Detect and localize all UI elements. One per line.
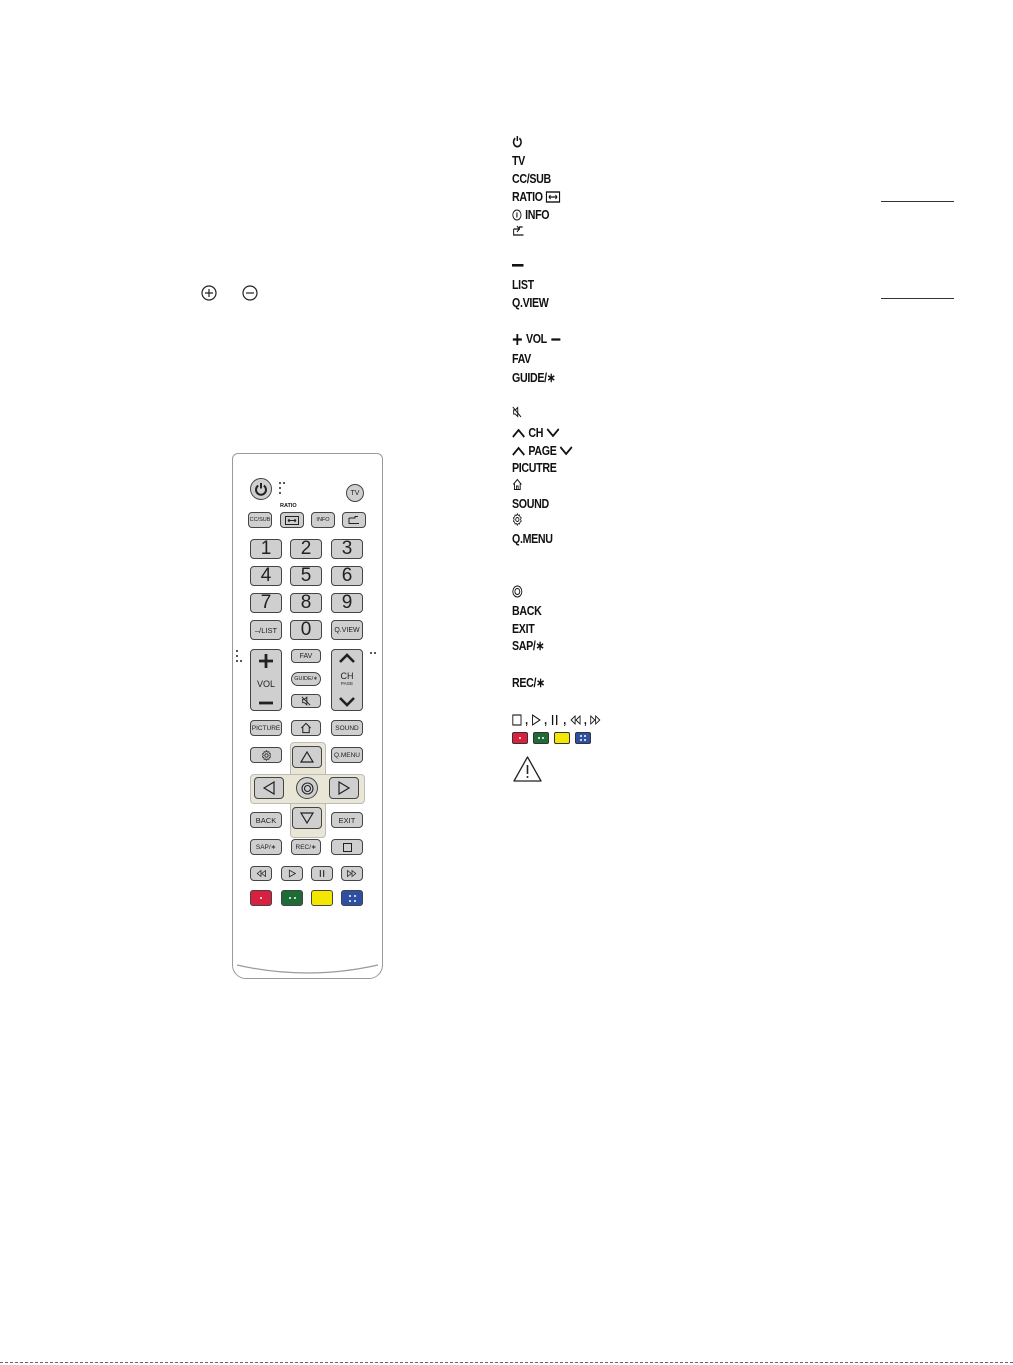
mute-icon <box>512 406 522 418</box>
chevron-down-icon <box>339 697 355 707</box>
ok-icon <box>301 782 314 795</box>
info-icon <box>512 209 522 221</box>
play-icon <box>531 714 541 726</box>
green-button[interactable] <box>281 890 303 906</box>
exit-button[interactable]: EXIT <box>331 812 363 828</box>
home-button[interactable] <box>291 720 321 736</box>
number-4-button[interactable]: 4 <box>250 566 282 586</box>
legend-ch: CH <box>512 425 560 441</box>
ratio-icon <box>546 191 561 203</box>
chevron-up-icon <box>512 445 525 457</box>
legend-sound: SOUND <box>512 496 549 511</box>
back-button[interactable]: BACK <box>250 812 282 828</box>
number-7-button[interactable]: 7 <box>250 593 282 613</box>
legend-rec: REC/∗ <box>512 675 545 690</box>
red-button[interactable] <box>250 890 272 906</box>
number-8-button[interactable]: 8 <box>290 593 322 613</box>
stop-icon <box>512 714 522 726</box>
legend-ratio: RATIO <box>512 189 561 205</box>
plus-icon <box>258 653 274 669</box>
number-6-button[interactable]: 6 <box>331 566 363 586</box>
legend-input <box>512 225 525 237</box>
remote-control <box>232 453 383 979</box>
chevron-up-icon <box>339 653 355 663</box>
legend-settings <box>512 513 523 526</box>
ok-button[interactable] <box>296 777 318 799</box>
green-key-icon <box>533 732 549 744</box>
qview-button[interactable]: Q.VIEW <box>331 620 363 640</box>
fast-forward-button[interactable] <box>341 866 363 881</box>
play-icon <box>288 869 296 878</box>
fast-forward-icon <box>590 714 601 726</box>
power-icon <box>512 135 523 148</box>
legend-qview: Q.VIEW <box>512 295 549 310</box>
sound-button[interactable]: SOUND <box>331 720 363 736</box>
red-key-icon <box>512 732 528 744</box>
rewind-icon <box>255 869 267 878</box>
legend-dash <box>512 261 523 269</box>
left-button[interactable] <box>254 777 284 799</box>
dash-icon <box>512 261 523 269</box>
pause-icon <box>318 869 326 878</box>
power-icon <box>254 482 268 496</box>
legend-home <box>512 478 523 491</box>
chevron-down-icon <box>560 445 573 457</box>
legend-info: INFO <box>512 207 549 223</box>
mute-icon <box>301 696 311 706</box>
page-bottom-dashed-line <box>0 1362 1013 1363</box>
legend-fav: FAV <box>512 351 531 366</box>
blue-button[interactable] <box>341 890 363 906</box>
picture-button[interactable]: PICTURE <box>250 720 282 736</box>
settings-icon <box>512 513 523 526</box>
fast-forward-icon <box>346 869 358 878</box>
chevron-down-icon <box>546 427 559 439</box>
rewind-icon <box>569 714 580 726</box>
mute-button[interactable] <box>291 694 321 708</box>
ok-icon <box>512 585 523 598</box>
divider-line <box>881 298 954 299</box>
power-button[interactable] <box>250 478 272 500</box>
legend-qmenu: Q.MENU <box>512 531 553 546</box>
legend-tv: TV <box>512 153 525 168</box>
stop-button[interactable] <box>331 839 363 855</box>
legend-playback: , , , , <box>512 712 601 728</box>
legend-picture: PICUTRE <box>512 460 557 475</box>
minus-icon <box>550 333 561 346</box>
vol-label: VOL <box>256 679 275 689</box>
guide-button[interactable]: GUIDE/∗ <box>291 672 321 686</box>
triangle-down-icon <box>300 812 314 824</box>
plus-circle-icon <box>201 285 217 301</box>
down-button[interactable] <box>292 807 322 829</box>
legend-vol: VOL <box>512 331 561 347</box>
input-button[interactable] <box>342 512 366 528</box>
right-button[interactable] <box>329 777 359 799</box>
minus-icon <box>258 699 274 707</box>
legend-power <box>512 135 523 148</box>
fav-button[interactable]: FAV <box>291 649 321 663</box>
number-5-button[interactable]: 5 <box>290 566 322 586</box>
legend-page: PAGE <box>512 443 573 459</box>
number-3-button[interactable]: 3 <box>331 539 363 559</box>
rewind-button[interactable] <box>250 866 272 881</box>
legend-exit: EXIT <box>512 621 535 636</box>
triangle-up-icon <box>300 751 314 763</box>
home-icon <box>512 478 523 491</box>
ch-text: CH <box>340 671 354 681</box>
legend-back: BACK <box>512 603 542 618</box>
input-icon <box>347 515 361 525</box>
number-9-button[interactable]: 9 <box>331 593 363 613</box>
play-button[interactable] <box>281 866 303 881</box>
pause-button[interactable] <box>311 866 333 881</box>
blue-key-icon <box>575 732 591 744</box>
home-icon <box>300 722 312 734</box>
yellow-key-icon <box>554 732 570 744</box>
legend-list: LIST <box>512 277 534 292</box>
divider-line <box>881 201 954 202</box>
cc-sub-button[interactable]: CC/SUB <box>248 512 272 528</box>
qmenu-button[interactable]: Q.MENU <box>331 747 363 763</box>
volume-rocker[interactable] <box>250 649 282 711</box>
rec-button[interactable]: REC/∗ <box>291 839 321 855</box>
stop-icon <box>343 843 352 852</box>
legend-color-keys <box>512 732 591 744</box>
pause-icon <box>550 714 560 726</box>
legend-cc-sub: CC/SUB <box>512 171 551 186</box>
ratio-caption: RATIO <box>280 503 297 509</box>
channel-rocker[interactable] <box>331 649 363 711</box>
warning-icon <box>512 755 543 783</box>
remote-bottom-edge <box>233 959 382 977</box>
triangle-right-icon <box>338 781 350 795</box>
ratio-icon <box>285 516 299 525</box>
minus-circle-icon <box>242 285 258 301</box>
legend-ok <box>512 585 523 598</box>
tv-button[interactable]: TV <box>346 484 364 502</box>
number-1-button[interactable]: 1 <box>250 539 282 559</box>
sap-button[interactable]: SAP/∗ <box>250 839 282 855</box>
list-button[interactable]: –/LIST <box>250 620 282 640</box>
chevron-up-icon <box>512 427 525 439</box>
number-0-button[interactable]: 0 <box>290 620 322 640</box>
legend-mute <box>512 406 522 418</box>
info-button[interactable]: INFO <box>311 512 335 528</box>
legend-sap: SAP/∗ <box>512 638 545 653</box>
ch-label <box>341 672 354 688</box>
ratio-button[interactable] <box>280 512 304 528</box>
up-button[interactable] <box>292 746 322 768</box>
triangle-left-icon <box>263 781 275 795</box>
number-2-button[interactable]: 2 <box>290 539 322 559</box>
yellow-button[interactable] <box>311 890 333 906</box>
input-icon <box>512 225 525 237</box>
legend-guide: GUIDE/∗ <box>512 370 556 385</box>
page-text: PAGE <box>340 681 354 686</box>
plus-icon <box>512 333 523 346</box>
